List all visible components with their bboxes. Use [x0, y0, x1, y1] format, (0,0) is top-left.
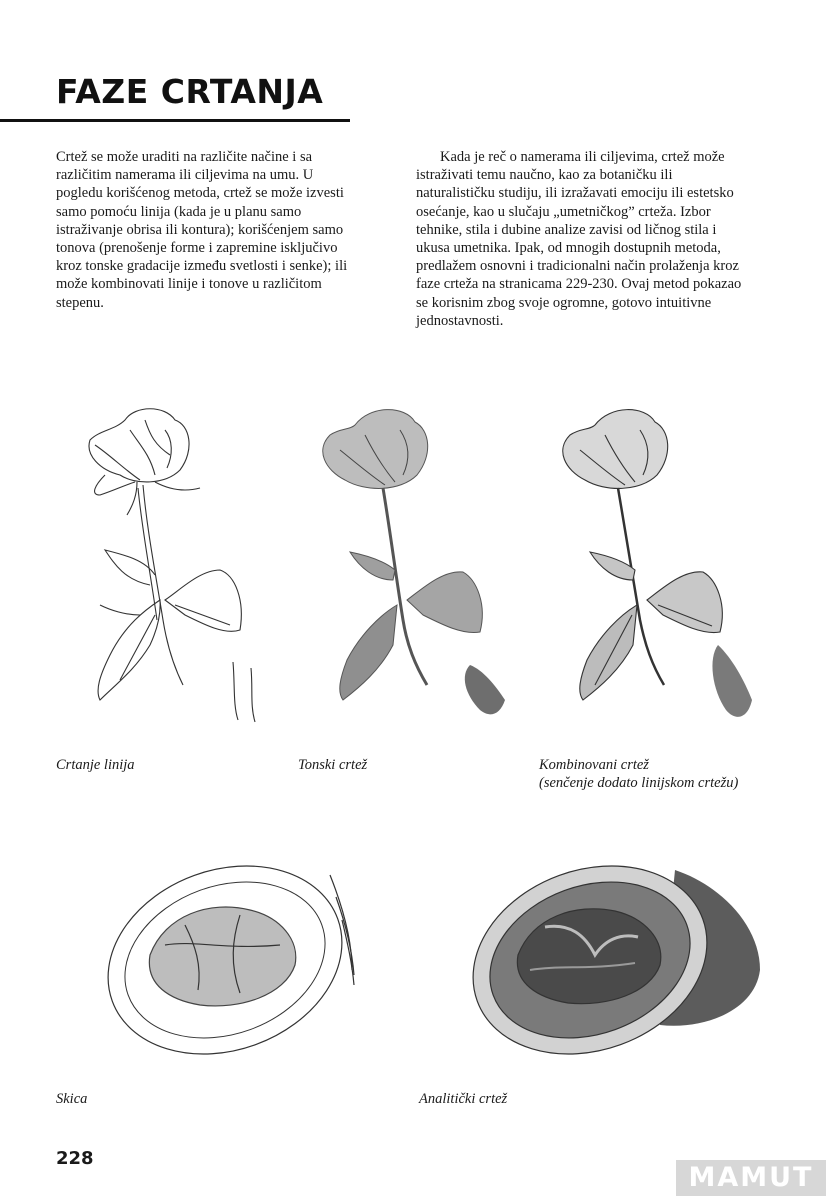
watermark-logo: MAMUT — [676, 1160, 826, 1196]
rose-combined-drawing — [540, 400, 765, 730]
walnut-analytic-drawing — [460, 845, 765, 1070]
caption-combined-line1: Kombinovani crtež — [539, 757, 649, 773]
intro-paragraph-left: Crtež se može uraditi na različite načine i sa različitim namerama ili ciljevima na umu. U pogledu korišćenog metoda, crtež se može izvesti samo pomoću linija (kada je u planu samo istraživanje obrisa ili kontura); korišćenjem samo tonova (prenošenje forme i zapremine isključivo kroz tonske gradacije između svetlosti i senke); ili može kombinovati linije i tonove u različitom stepenu. — [56, 149, 348, 311]
caption-tonal-drawing: Tonski crtež — [298, 757, 368, 773]
caption-sketch: Skica — [56, 1091, 88, 1107]
walnut-sketch-drawing — [90, 845, 375, 1070]
caption-line-drawing: Crtanje linija — [56, 757, 135, 773]
caption-analytic-drawing: Analitički crtež — [419, 1091, 508, 1107]
page-title: FAZE CRTANJA — [56, 72, 324, 111]
title-underline — [0, 119, 350, 122]
rose-line-drawing — [55, 400, 270, 730]
page-number: 228 — [56, 1148, 94, 1169]
caption-combined-line2: (senčenje dodato linijskom crtežu) — [539, 775, 739, 791]
intro-paragraph-right: Kada je reč o namerama ili ciljevima, crtež može istraživati temu naučno, kao za botaničku ili naturalističku studiju, ili izražavati emociju ili estetsko osećanje, kao u slučaju „umetničkog” crteža. Izbor tehnike, stila i dubine analize zavisi od ličnog stila i ukusa umetnika. Ipak, od mnogih dostupnih metoda, predlažem osnovni i tradicionalni način prolaženja kroz faze crteža na stranicama 229-230. Ovaj metod pokazao se korisnim zbog svoje ogromne, gotovo intuitivne jednostavnosti. — [416, 149, 742, 329]
rose-tonal-drawing — [295, 400, 520, 730]
caption-combined-drawing — [539, 756, 738, 792]
